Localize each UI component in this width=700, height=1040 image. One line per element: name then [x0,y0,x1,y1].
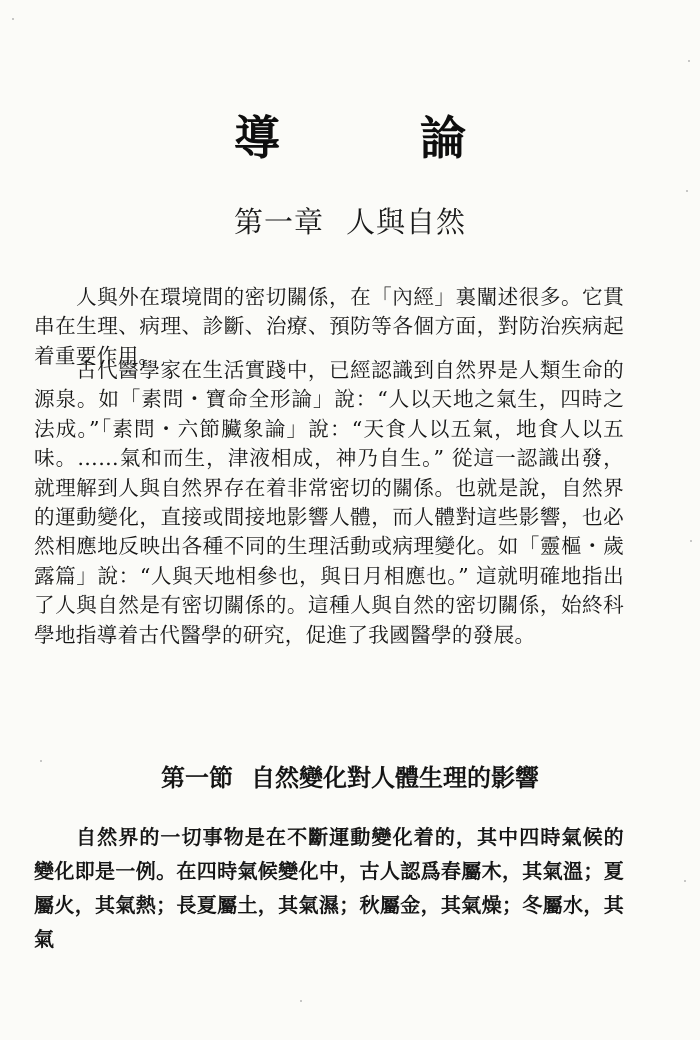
chapter-number: 第一章 [233,205,324,239]
scan-speck [686,190,688,192]
scan-speck [40,760,42,762]
paragraph-2: 古代醫學家在生活實踐中，已經認識到自然界是人類生命的源泉。如「素問・寶命全形論」說：“人以天地之氣生，四時之法成。”「素問・六節臟象論」說：“天食人以五氣，地食人以五味。……氣和而生，津液相成，神乃自生。” 從這一認識出發，就理解到人與自然界存在着非常密切的關係。也就是說，自然界的運動變化，直接或間接地影響人體，而人體對這些影響，也必然相應地反映出各種不同的生理活動或病理變化。如「靈樞・歲露篇」說：“人與天地相參也，與日月相應也。” 這就明確地指出了人與自然是有密切關係的。這種人與自然的密切關係，始終科學地指導着古代醫學的研究，促進了我國醫學的發展。 [34,358,624,647]
scan-speck [688,60,690,62]
scan-speck [12,18,14,20]
scan-speck [684,880,686,882]
paragraph-1: 人與外在環境間的密切關係，在「內經」裏闡述很多。它貫串在生理、病理、診斷、治療、預防等各個方面，對防治疾病起着重要作用。 [34,285,624,368]
scan-speck [300,1000,302,1002]
section-title: 自然變化對人體生理的影響 [251,763,539,792]
section-heading [0,758,700,798]
section-paragraph-block [34,820,624,956]
chapter-title: 人與自然 [346,205,467,239]
page-title: 導 論 [233,111,528,165]
main-paragraph-block [34,356,624,650]
section-paragraph: 自然界的一切事物是在不斷運動變化着的，其中四時氣候的變化即是一例。在四時氣候變化中，古人認爲春屬木，其氣溫；夏屬火，其氣熱；長夏屬土，其氣濕；秋屬金，其氣燥；冬屬水，其氣 [34,825,624,951]
section-number: 第一節 [161,763,233,792]
chapter-heading [0,200,700,244]
scan-speck [690,540,692,542]
